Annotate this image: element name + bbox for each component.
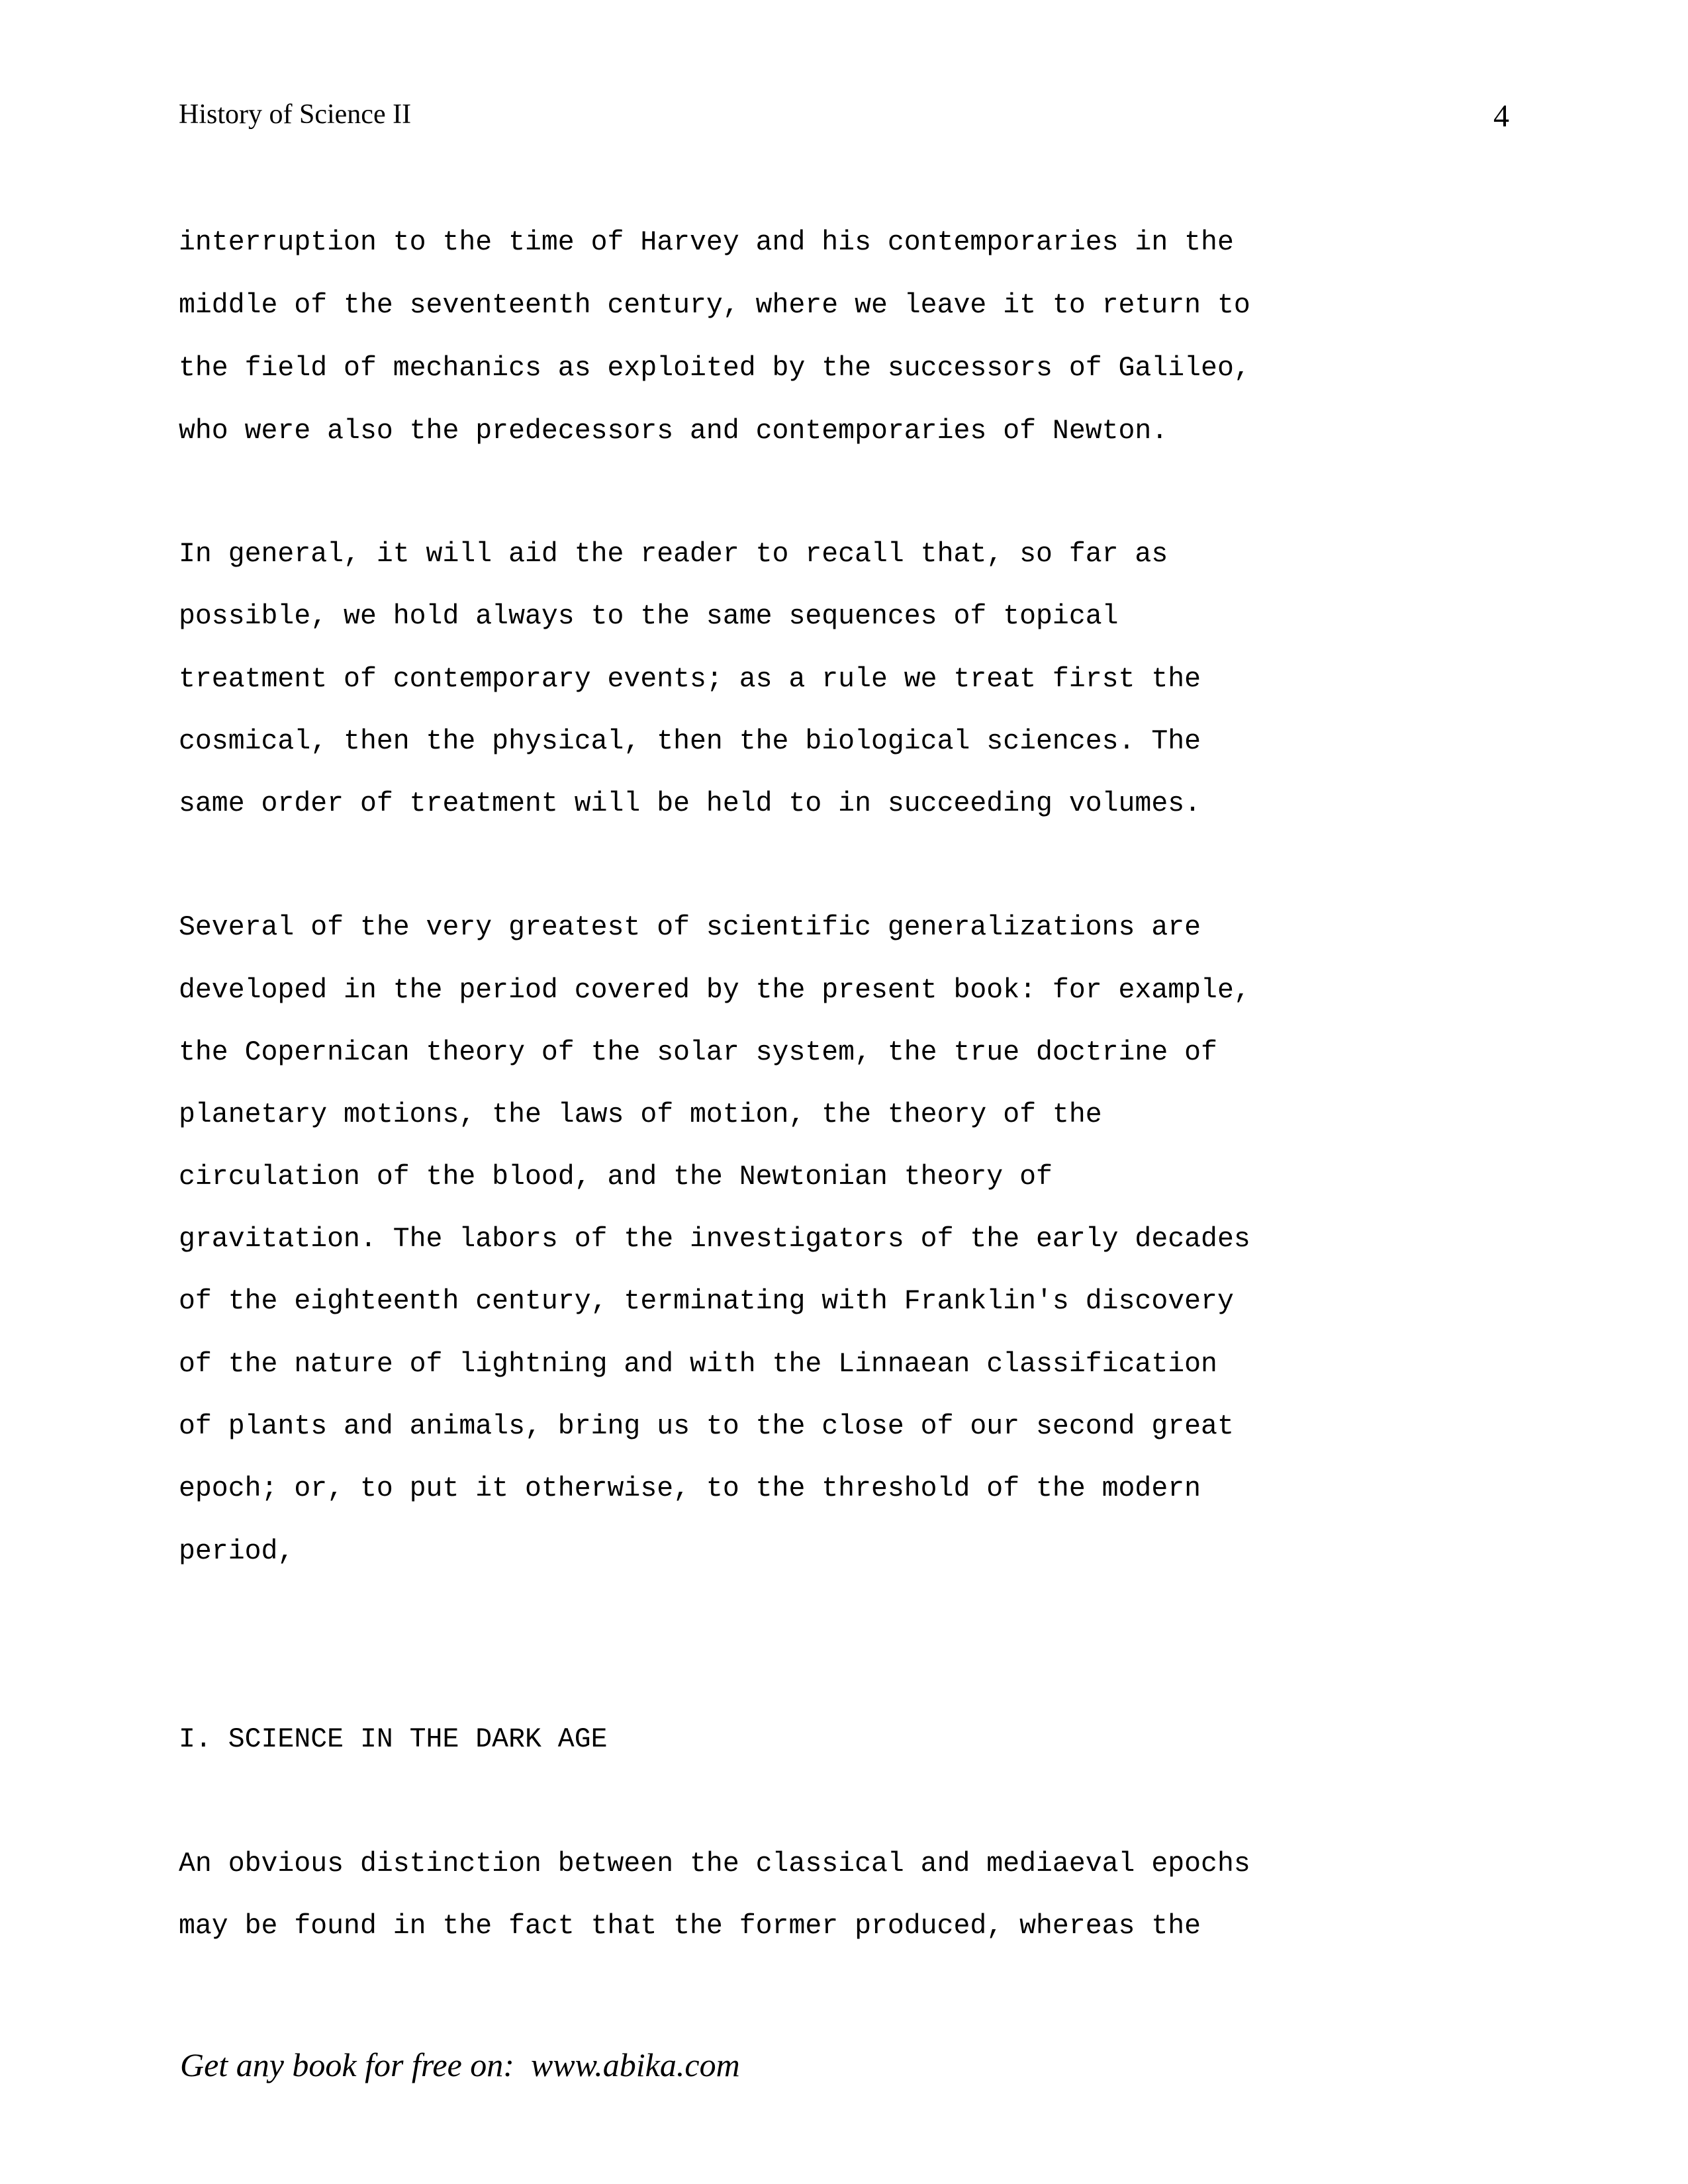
paragraph-3-line-6: gravitation. The labors of the investigators of the early decades xyxy=(179,1224,1250,1255)
paragraph-2-line-2: possible, we hold always to the same sequences of topical xyxy=(179,601,1119,632)
paragraph-2-line-4: cosmical, then the physical, then the biological sciences. The xyxy=(179,726,1201,757)
paragraph-2-line-3: treatment of contemporary events; as a rule we treat first the xyxy=(179,664,1201,695)
paragraph-3-line-11: period, xyxy=(179,1536,295,1567)
page-number: 4 xyxy=(1493,99,1509,134)
paragraph-2-line-1: In general, it will aid the reader to recall that, so far as xyxy=(179,539,1168,570)
paragraph-1-line-3: the field of mechanics as exploited by the successors of Galileo, xyxy=(179,353,1250,384)
paragraph-3-line-7: of the eighteenth century, terminating with Franklin's discovery xyxy=(179,1286,1234,1317)
paragraph-3-line-4: planetary motions, the laws of motion, the theory of the xyxy=(179,1099,1102,1130)
section-paragraph-line-1: An obvious distinction between the classical and mediaeval epochs xyxy=(179,1848,1250,1880)
paragraph-1-line-4: who were also the predecessors and contemporaries of Newton. xyxy=(179,416,1168,447)
paragraph-3-line-9: of plants and animals, bring us to the close of our second great xyxy=(179,1411,1234,1442)
paragraph-2-line-5: same order of treatment will be held to in succeeding volumes. xyxy=(179,788,1201,819)
paragraph-3-line-10: epoch; or, to put it otherwise, to the threshold of the modern xyxy=(179,1473,1201,1504)
paragraph-3-line-5: circulation of the blood, and the Newtonian theory of xyxy=(179,1161,1053,1193)
running-header-title: History of Science II xyxy=(179,99,412,130)
section-heading: I. SCIENCE IN THE DARK AGE xyxy=(179,1724,608,1755)
paragraph-1-line-1: interruption to the time of Harvey and his contemporaries in the xyxy=(179,227,1234,258)
paragraph-1-line-2: middle of the seventeenth century, where we leave it to return to xyxy=(179,290,1250,321)
paragraph-3-line-3: the Copernican theory of the solar system, the true doctrine of xyxy=(179,1037,1217,1068)
paragraph-3-line-1: Several of the very greatest of scientific generalizations are xyxy=(179,912,1201,943)
paragraph-3-line-2: developed in the period covered by the present book: for example, xyxy=(179,975,1250,1006)
section-paragraph-line-2: may be found in the fact that the former produced, whereas the xyxy=(179,1911,1201,1942)
footer-promo-text: Get any book for free on: www.abika.com xyxy=(180,2046,740,2083)
paragraph-3-line-8: of the nature of lightning and with the Linnaean classification xyxy=(179,1349,1217,1380)
